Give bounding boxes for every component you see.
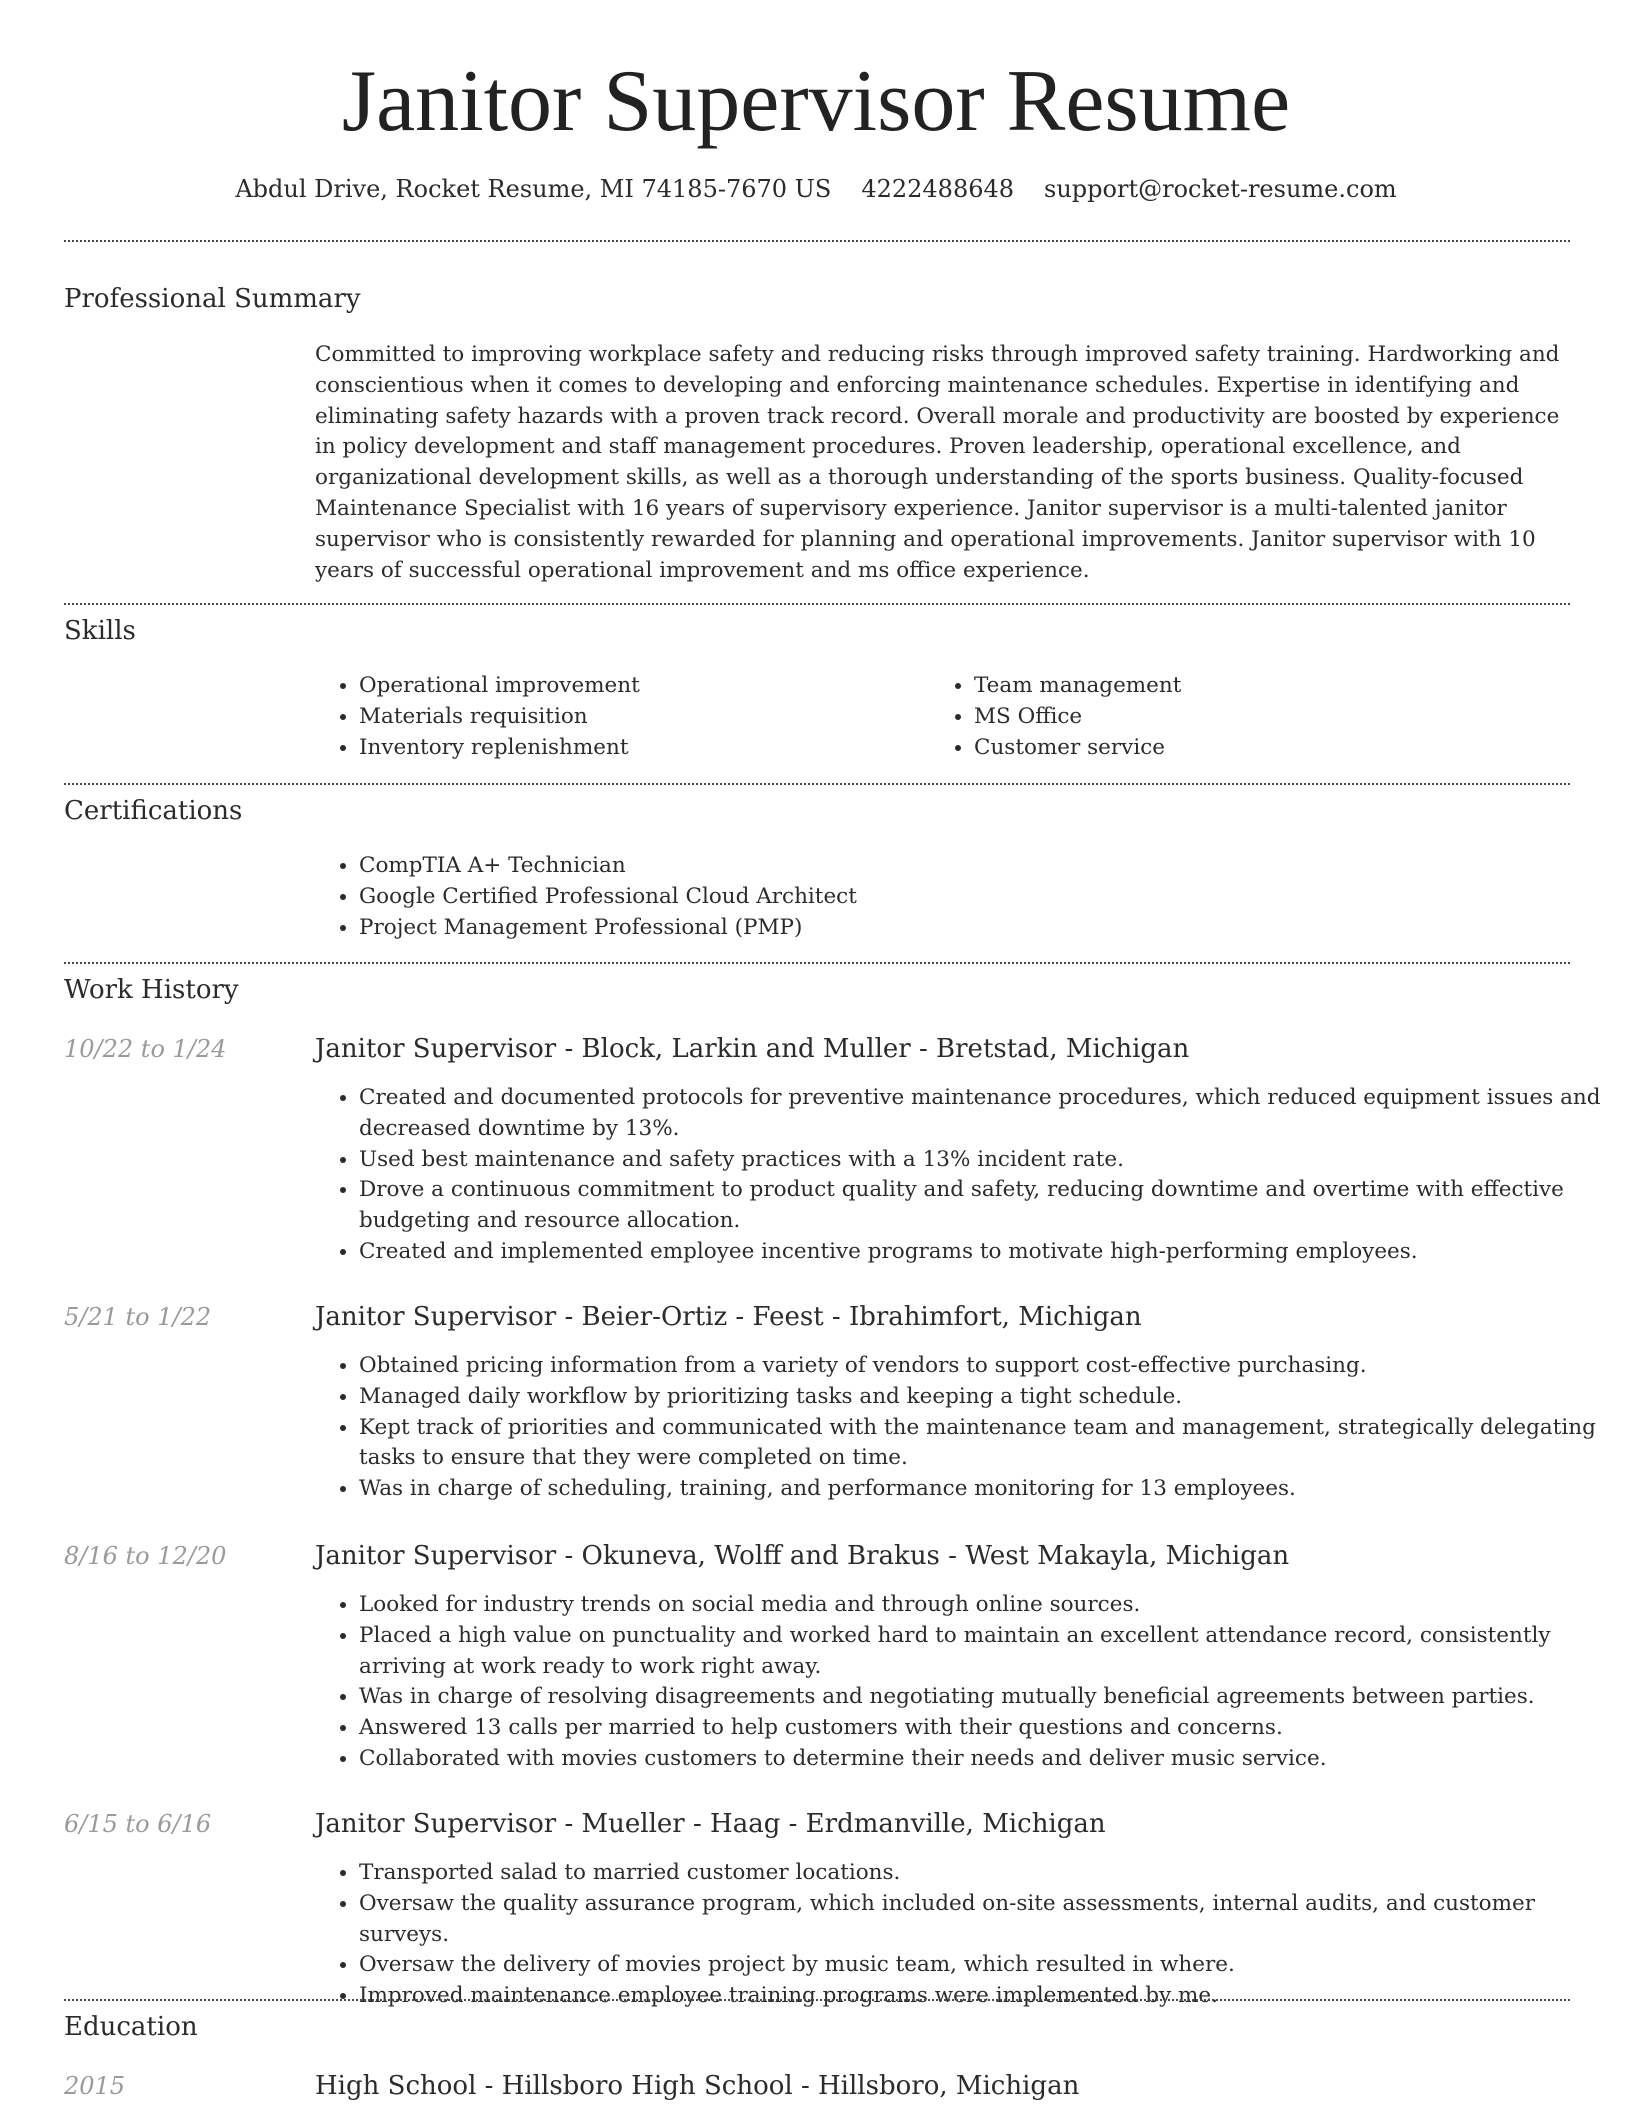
job-dates: 5/21 to 1/22 <box>64 1303 212 1331</box>
certification-item: • Google Certified Professional Cloud Architect <box>359 882 1616 913</box>
job-bullet: • Improved maintenance employee training programs were implemented by me. <box>359 1981 1616 2012</box>
job-bullet: • Used best maintenance and safety practices with a 13% incident rate. <box>359 1145 1616 1176</box>
education-title: High School - Hillsboro High School - Hillsboro, Michigan <box>315 2071 1080 2101</box>
skills-list-left <box>315 671 919 763</box>
contact-line <box>0 172 1632 206</box>
contact-email: support@rocket-resume.com <box>1044 175 1397 203</box>
skill-item: • Customer service <box>974 733 1574 764</box>
skill-item: • MS Office <box>974 702 1574 733</box>
contact-phone: 4222488648 <box>861 175 1015 203</box>
job-bullet: • Answered 13 calls per married to help customers with their questions and concerns. <box>359 1713 1616 1744</box>
job-bullet: • Placed a high value on punctuality and worked hard to maintain an excellent attendance record, consistently arriving at work ready to work right away. <box>359 1621 1616 1683</box>
job-bullet: • Was in charge of resolving disagreements and negotiating mutually beneficial agreements between parties. <box>359 1682 1616 1713</box>
job-bullet: • Managed daily workflow by prioritizing tasks and keeping a tight schedule. <box>359 1382 1616 1413</box>
skill-item: • Inventory replenishment <box>359 733 919 764</box>
section-divider <box>64 603 1570 605</box>
job-bullet: • Transported salad to married customer locations. <box>359 1858 1616 1889</box>
skill-item: • Materials requisition <box>359 702 919 733</box>
certification-item: • Project Management Professional (PMP) <box>359 913 1616 944</box>
job-bullet: • Oversaw the quality assurance program, which included on-site assessments, internal audits, and customer surveys. <box>359 1889 1616 1951</box>
job-bullet: • Created and documented protocols for preventive maintenance procedures, which reduced equipment issues and decreased downtime by 13%. <box>359 1083 1616 1145</box>
certifications-list <box>315 851 1616 943</box>
job-title: Janitor Supervisor - Okuneva, Wolff and Brakus - West Makayla, Michigan <box>315 1541 1290 1571</box>
job-dates: 8/16 to 12/20 <box>64 1542 227 1570</box>
job-bullets <box>315 1858 1616 2012</box>
job-dates: 10/22 to 1/24 <box>64 1035 227 1063</box>
section-divider <box>64 783 1570 785</box>
job-bullet: • Obtained pricing information from a variety of vendors to support cost-effective purchasing. <box>359 1351 1616 1382</box>
skill-item: • Operational improvement <box>359 671 919 702</box>
section-divider <box>64 1999 1570 2001</box>
education-heading: Education <box>64 2012 198 2042</box>
job-bullet: • Kept track of priorities and communicated with the maintenance team and management, strategically delegating tasks to ensure that they were completed on time. <box>359 1413 1616 1475</box>
summary-heading: Professional Summary <box>64 284 361 314</box>
education-dates: 2015 <box>64 2072 126 2100</box>
section-divider <box>64 240 1570 242</box>
job-title: Janitor Supervisor - Block, Larkin and Muller - Bretstad, Michigan <box>315 1034 1190 1064</box>
work-history-heading: Work History <box>64 975 239 1005</box>
skill-item: • Team management <box>974 671 1574 702</box>
job-bullets <box>315 1590 1616 1775</box>
skills-heading: Skills <box>64 616 136 646</box>
summary-text: Committed to improving workplace safety and reducing risks through improved safety training. Hardworking and conscientious when it comes to developing and enforcing maintenance schedules. Expertise in identifying and eliminating safety hazards with a proven track record. Overall morale and productivity are boosted by experience in policy development and staff management procedures. Proven leadership, operational excellence, and organizational development skills, as well as a thorough understanding of the sports business. Quality-focused Maintenance Specialist with 16 years of supervisory experience. Janitor supervisor is a multi-talented janitor supervisor who is consistently rewarded for planning and operational improvements. Janitor supervisor with 10 years of successful operational improvement and ms office experience. <box>315 342 1560 583</box>
contact-address: Abdul Drive, Rocket Resume, MI 74185-7670 US <box>235 175 832 203</box>
job-title: Janitor Supervisor - Beier-Ortiz - Feest - Ibrahimfort, Michigan <box>315 1302 1142 1332</box>
job-title: Janitor Supervisor - Mueller - Haag - Erdmanville, Michigan <box>315 1809 1106 1839</box>
job-bullets <box>315 1351 1616 1505</box>
job-bullet: • Looked for industry trends on social media and through online sources. <box>359 1590 1616 1621</box>
job-bullet: • Drove a continuous commitment to product quality and safety, reducing downtime and overtime with effective budgeting and resource allocation. <box>359 1175 1616 1237</box>
job-bullet: • Collaborated with movies customers to determine their needs and deliver music service. <box>359 1744 1616 1775</box>
job-bullet: • Created and implemented employee incentive programs to motivate high-performing employees. <box>359 1237 1616 1268</box>
certifications-heading: Certifications <box>64 796 243 826</box>
job-bullet: • Was in charge of scheduling, training, and performance monitoring for 13 employees. <box>359 1474 1616 1505</box>
certification-item: • CompTIA A+ Technician <box>359 851 1616 882</box>
section-divider <box>64 962 1570 964</box>
resume-title: Janitor Supervisor Resume <box>341 53 1291 150</box>
job-bullet: • Oversaw the delivery of movies project by music team, which resulted in where. <box>359 1950 1616 1981</box>
job-bullets <box>315 1083 1616 1268</box>
skills-list-right <box>930 671 1574 763</box>
job-dates: 6/15 to 6/16 <box>64 1810 212 1838</box>
